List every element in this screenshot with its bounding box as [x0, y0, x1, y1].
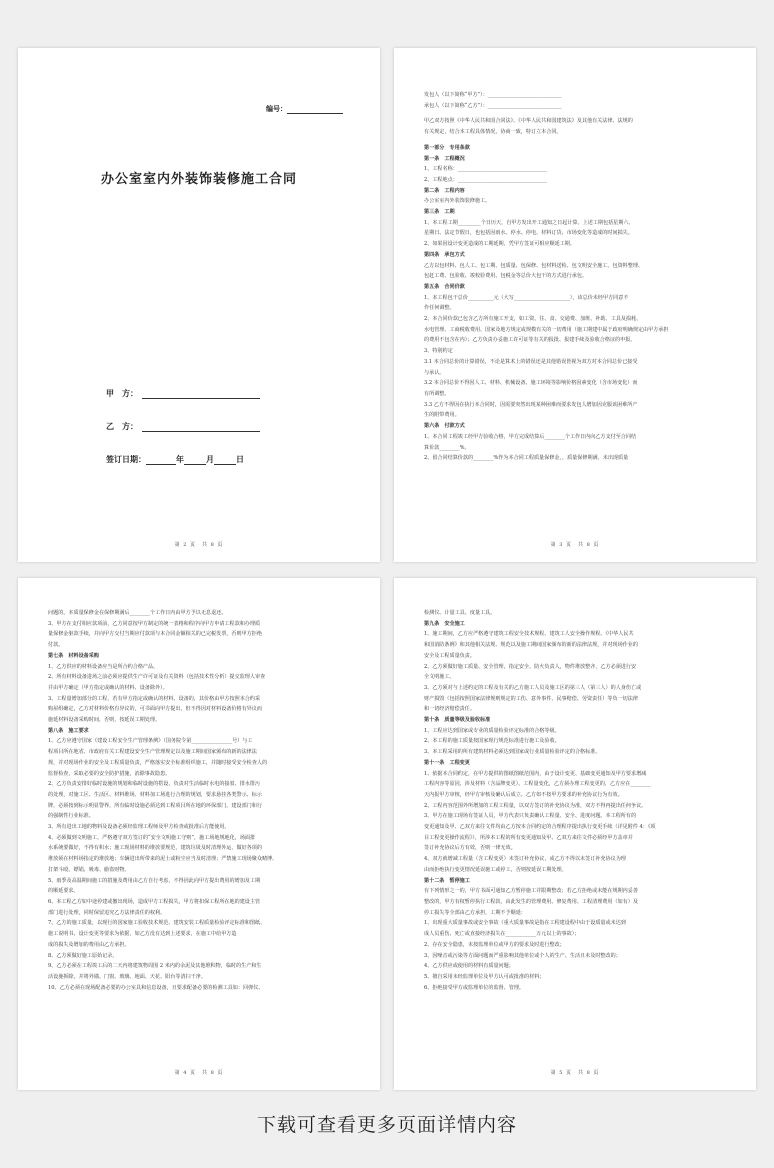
party-b-blank — [142, 423, 260, 432]
body-line: 1、工程应达到国家或专业的质量检验评定标准的合格等级。 — [424, 727, 560, 734]
month-blank — [184, 456, 206, 465]
body-line: 1、本工程包干总价__________元（大写______________________），该总价未经甲方同意不 — [424, 294, 629, 301]
body-line: 第二条 工程内容 — [424, 187, 465, 194]
body-line: 财产损毁（包括按照国家法律规则规定的工伤、意外事件、民事赔偿、劳资责任）等负一切法律 — [424, 695, 638, 702]
body-line: 规，并对现场作业的安全及工程质量负责，严格落实安全标准组织施工，并随时接受安全检查人的 — [48, 759, 268, 766]
body-line: 4、乙方供应或使用的材料有质量问题； — [424, 963, 514, 970]
body-line: 和国消防条例》和其他相关法规、规范以及施工期间国家颁布的新的法律法规，并对现场作业的 — [424, 642, 638, 649]
body-line: 2、如果因设计变更造成的工期延期，凭甲方签证可相应顺延工期。 — [424, 241, 575, 248]
body-line: 施延材料设备采购时间，否则，按延误工期处理。 — [48, 717, 161, 724]
page-footer: 第 3 页 共 8 页 — [550, 542, 600, 548]
body-line: 有下列情形之一的，甲方书面可通知乙方暂停施工并限期整改；若乙方拒绝或未能在规期内妥善 — [424, 888, 638, 895]
sign-date-label: 签订日期： — [106, 454, 146, 464]
body-line: 5、擅自采用未经监理单位及甲方认可或批准的材料； — [424, 973, 545, 980]
page-body — [424, 608, 730, 993]
body-line: 有所调整。 — [424, 390, 450, 397]
contract-cover-page — [18, 48, 380, 562]
contract-title: 办公室室内外装饰装修施工合同 — [100, 172, 297, 187]
body-line: 1、依据本合同约定，在甲方提供的图纸图纸范围内，由于设计变更、基础变更通知及甲方要求增减 — [424, 770, 647, 777]
body-line: 检测仪、计量工具、度量工具。 — [424, 610, 496, 616]
body-line: 2、工程地点：___________________________________ — [424, 176, 547, 183]
body-line: 第十二条 暂停施工 — [424, 877, 470, 884]
body-line: 和一切经济赔偿责任。 — [424, 706, 475, 713]
body-line: 由而拒绝执行变更情况延误施工或停工，否则按延误工期处理。 — [424, 866, 567, 873]
body-line: 3.2 本合同总价不得因人工、材料、机械设备、施工环境等影响价格因素变化（含市场变化）而 — [424, 380, 638, 387]
serial-number-blank — [287, 106, 343, 114]
body-line: 活设施拆除，并将外墙、门窗、玻璃、地面、天花、阳台等清扫干净。 — [48, 973, 206, 980]
body-line: 9、乙方必须在工程竣工后的二天内将建筑物周围 2 米内的余泥及其他堆积物，临时的生产和生 — [48, 963, 262, 970]
body-line: 牌，必须按到标示明显警界，所有临时设施必须达到工程项目所在地的环保部门、建设部门和行 — [48, 802, 262, 809]
party-b-field — [106, 421, 260, 432]
body-line: 整改的，甲方有权暂停执行工程款，由此发生的管理费用、修复费用、工程清理费用（如有）及 — [424, 898, 638, 905]
body-line: 2、乙方须做好施工质量、安全管理，指定安全、防火负责人，物件堆放整齐，乙方必须进行安 — [424, 663, 637, 670]
body-line: 5、雨季及高温期间施工的措施及费用由乙方自行考虑，不得因此向甲方提出费用的增加及工期 — [48, 877, 261, 884]
body-line: 8、乙方须做好施工原始记录。 — [48, 952, 118, 959]
page-footer: 第 5 页 共 8 页 — [550, 1070, 600, 1076]
body-line: 办公室室内外装饰装修施工。 — [424, 198, 491, 205]
body-line: 签订补充协议后方有效，否则一律无效。 — [424, 845, 516, 852]
body-line: 目工程变更操作流程》），所涉本工程的所有变更通知及甲、乙双方来往文件必须经甲方盖章并 — [424, 834, 633, 841]
body-line: 承包人（以下简称“乙方”）：_____________________________ — [424, 102, 562, 109]
body-line: 第四条 承包方式 — [424, 251, 465, 258]
body-line: 6、拒绝接受甲方或监理单位的监督、管理。 — [424, 984, 525, 991]
body-line: 的强制性行业标准。 — [48, 813, 94, 820]
body-line: 2、存在安全隐患，未按监理单位或甲方的要求及时进行整改； — [424, 941, 565, 948]
body-line: 第一部分 专用条款 — [424, 144, 470, 151]
body-line: 成人员重伤、死亡或直接经济损失在____________万元以上的事故）； — [424, 931, 580, 938]
body-line: 生的附带费用。 — [424, 412, 460, 419]
body-line: 监督检查，采取必要的安全防护措施，消除事故隐患。 — [48, 770, 171, 777]
body-line: 1、工程名称：___________________________________ — [424, 166, 547, 173]
body-line: 乙方以包材料、包人工、包工期、包质量、包保修、包材料送检、包文明安全施工、包资料整理、 — [424, 262, 644, 269]
body-line: 1、本合同工程竣工经甲方验收合格，甲方完成结算后________个工作日内向乙方支付至合同结 — [424, 433, 637, 440]
body-line: 第八条 施工要求 — [48, 727, 89, 734]
body-line: 3、甲方在支付相应款项前，乙方同意按甲方制定的统一表格和程序向甲方申请工程款和办理质 — [48, 620, 261, 627]
body-line: 3、所有进出工地的物料及设备必须经监理工程师及甲方检查或批准后方能使用。 — [48, 824, 230, 831]
contract-page-3 — [394, 48, 756, 562]
body-line: 变更通知及甲、乙双方来往文件均由乙方按本合同约定的合理程序提出执行变更手续（详见附件 4：《项 — [424, 824, 656, 831]
body-line: 成的损失及增加的费用由乙方承担。 — [48, 941, 130, 948]
body-line: 3.1 本合同总价的计算错误，不论是算术上的错误还是其他错误皆视为双方对本合同总价已接受 — [424, 358, 638, 365]
body-line: 水电管理、工商税收费用、国家及地方规定或规模有关的一切费用（施工期建中属于政府明确规定由甲方承担 — [424, 326, 669, 333]
body-line: 水系统要做好，不得有积水；施工现场材料的堆放要规范，建筑垃圾及时清理外运，做好各项的 — [48, 845, 262, 852]
body-line: 4、必须做到文明施工，严格遵守双方签订的“安全文明施工守则”，施工场地规地化，场面排 — [48, 834, 256, 841]
body-line: 3、工程量增加部分的工程，若有甲方指定或确认的材料、设备的，其价格由甲方按照本合约采 — [48, 695, 261, 702]
body-line: 1、施工期间，乙方应严格遵守建筑工程安全技术规程、建筑工人安全操作规程、《中华人民共 — [424, 631, 634, 638]
body-line: 有关规定，结合本工程具体情况，协商一致，特订立本合同。 — [424, 129, 562, 136]
body-line: 程项目所在地省、市政府有关工程建设安全生产管理规定以及施工期间国家颁布的新的法律法 — [48, 749, 257, 756]
body-line: 停工损失等全部由乙方承担，工期不予顺延： — [424, 909, 526, 916]
body-line: 第三条 工期 — [424, 209, 455, 216]
body-line: 第十一条 工程变更 — [424, 759, 470, 766]
day-blank — [214, 456, 236, 465]
body-line: 2、所有材料设备进场之前必须应提供生产许可证及有关资料（包括技术性分析）提交监理人审查 — [48, 674, 266, 681]
body-line: 7、乙方的施工质量，以现行的国家施工验收技术规范、建筑安装工程质量检验评定标准和图纸、 — [48, 920, 266, 927]
body-line: 第六条 付款方式 — [424, 423, 465, 430]
body-line: 并由甲方确定（甲方指定或确认的材料、设备除外）。 — [48, 684, 168, 691]
body-line: 2、工程内容范围外所增加的工程工程量，以双方签订的补充协议为准，双方不得再提出任何争议。 — [424, 802, 647, 809]
month-label: 月 — [206, 454, 214, 464]
body-line: 2、本工程的施工质量按国家现行规范标准进行施工及验收。 — [424, 738, 560, 745]
party-a-field — [106, 388, 260, 399]
body-line: 付款。 — [48, 642, 64, 649]
party-a-blank — [142, 390, 260, 399]
sign-date-field — [106, 454, 244, 465]
serial-number-field — [266, 104, 343, 114]
body-line: 10、乙方必须在现场配备必要的办公室具和信息设备，且要求配备必要的检测工具如：回弹仪、 — [48, 984, 264, 991]
body-line: 2、本合同价款已包含乙方所有施工开支，如工资、住、食、交通费、加班、补助、工具及损耗、 — [424, 316, 642, 323]
body-line: 6、本工程乙方如中途停建或撤出现场，造成甲方工程损失，甲方将扣保工程所在地的建设主管 — [48, 898, 261, 905]
body-line: 3、本工程采用的所有建筑材料必须达到国家或行业质量检验评定的合格标准。 — [424, 749, 601, 756]
body-line: 1、乙方供应的材料设备应当是所合约合格产品。 — [48, 663, 159, 670]
body-line: 打架斗殴、嫖娼、吸毒、偷盗财物。 — [48, 866, 130, 873]
body-line: 1、本工程工期_________个日历天，自甲方发出开工通知之日起计算。上述工期包括星期六、 — [424, 219, 634, 226]
year-blank — [146, 456, 176, 465]
page-footer: 第 4 页 共 8 页 — [174, 1070, 224, 1076]
body-line: 量保修金驱款手续，并向甲方交付当期应付款项与本合同金额相关的已完税发票，否则甲方拒绝 — [48, 631, 262, 638]
body-line: 作任何调整。 — [424, 305, 455, 312]
page-body — [424, 90, 730, 464]
body-line: 3、特别约定 — [424, 348, 453, 355]
body-line: 包赶工费、包验收、竣校验费用、包税金等总价大包干的方式进行承包。 — [424, 273, 588, 280]
body-line: 部门进行处理，同时保留追究乙方法律责任的权利。 — [48, 909, 166, 916]
body-line: 与承认。 — [424, 369, 445, 376]
day-label: 日 — [236, 454, 244, 464]
body-line: 堆放须在材料场指定的堆放地；车辆进出所带来的泥土或粉尘应当及时清理；严禁施工现场聚众赌博、 — [48, 856, 278, 863]
body-line: 的费用不包含在内）；乙方负责办妥施工许可证等有关的报批、报建手续及验收合格证的申报。 — [424, 337, 636, 344]
body-line: 发包人（以下简称“甲方”）：_____________________________ — [424, 92, 562, 98]
body-line: 2、乙方负责安排好临时设施的规划和临时设施的搭设，负责对生活临时水电的接驳、排水排污 — [48, 781, 261, 788]
body-line: 3、乙方须对与上述约定的工程及有关的乙方施工人员及施工区的第三人（第三人）的人身伤亡或 — [424, 684, 642, 691]
body-line: 第九条 安全施工 — [424, 620, 465, 627]
body-line: 1、出现重大质量事故或安全事故（重大质量事故是指在工程建设程中由于设质量或未达到 — [424, 920, 626, 927]
body-line: 1、乙方应遵守国家《建设工程安全生产管理条例》（国务院令第________________号）与工 — [48, 738, 253, 745]
contract-page-5 — [394, 578, 756, 1090]
body-line: 第十条 质量等级及验收标准 — [424, 717, 491, 724]
body-line: 甲乙双方按照《中华人民共和国合同法》、《中华人民共和国建筑法》及其他有关法律、法规的 — [424, 118, 633, 125]
body-line: 施工说明书、设计变更等要求为依据，如乙方没有达到上述要求，在施工中给甲方造 — [48, 931, 237, 938]
body-line: 第一条 工程概况 — [424, 155, 465, 162]
body-line: 4、双方就增减工程量（含工程变更）未签订补充协议，或乙方不得以未签订补充协议为理 — [424, 856, 626, 863]
body-line: 购屋组确定，乙方对材料价格有异议的，可书面向甲方提出，但不得因对材料设备价格有异议而 — [48, 706, 262, 713]
body-line: 的处理，对施工区、生活区、材料堆场、材料加工场进行合理的规划，要求悬挂各类警示、标示 — [48, 791, 262, 798]
body-line: 问题的，本质量保修金在保修期满后________个工作日内由甲方予以无息退还。 — [48, 610, 227, 616]
download-more-caption[interactable]: 下载可查看更多页面详情内容 — [256, 1114, 517, 1136]
party-b-label: 乙 方： — [106, 421, 138, 431]
body-line: 2、留合同结算价款的________%作为本合同工程质量保修金，，质量保修期满，未出现质量 — [424, 455, 629, 462]
year-label: 年 — [176, 454, 184, 464]
body-line: 全文明施工。 — [424, 674, 455, 681]
body-line: 的顺延要求。 — [48, 888, 79, 895]
body-line: 星期日、法定节假日，也包括因雨水、停水、停电、材料订货、市场变化等造成的时间损失。 — [424, 230, 633, 237]
body-line: 第七条 材料设备采购 — [48, 652, 99, 659]
body-line: 第五条 合同价款 — [424, 283, 465, 290]
body-line: 算价款________%。 — [424, 444, 470, 451]
body-line: 安全及工程质量负责。 — [424, 652, 475, 659]
body-line: 3、因噪音或污染等方面问题而严重影响其他单位或个人的生产、生活且未及时整改的； — [424, 952, 621, 959]
page-body — [48, 608, 354, 993]
contract-page-4 — [18, 578, 380, 1090]
body-line: 天内报甲方审核，经甲方审核及确认后成立。乙方如不按甲方要求的补充协议行为有效。 — [424, 791, 623, 798]
page-footer: 第 2 页 共 8 页 — [174, 542, 224, 548]
body-line: 工程内容等原因，涉及材料（含品牌变更）、工程量变化，乙方须办理工程变更的，乙方应在________ — [424, 781, 651, 788]
body-line: 3、甲方在施工现场有签证人员，甲方代表只负责确认工程量、安全、进度问题。本工程所有的 — [424, 813, 637, 820]
serial-number-label: 编号： — [266, 104, 287, 113]
party-a-label: 甲 方： — [106, 388, 138, 398]
body-line: 3.3 乙方不得因在执行本合同时，因需要突然出现某种困难而要求发包人增加因克服该困难所产 — [424, 401, 638, 408]
